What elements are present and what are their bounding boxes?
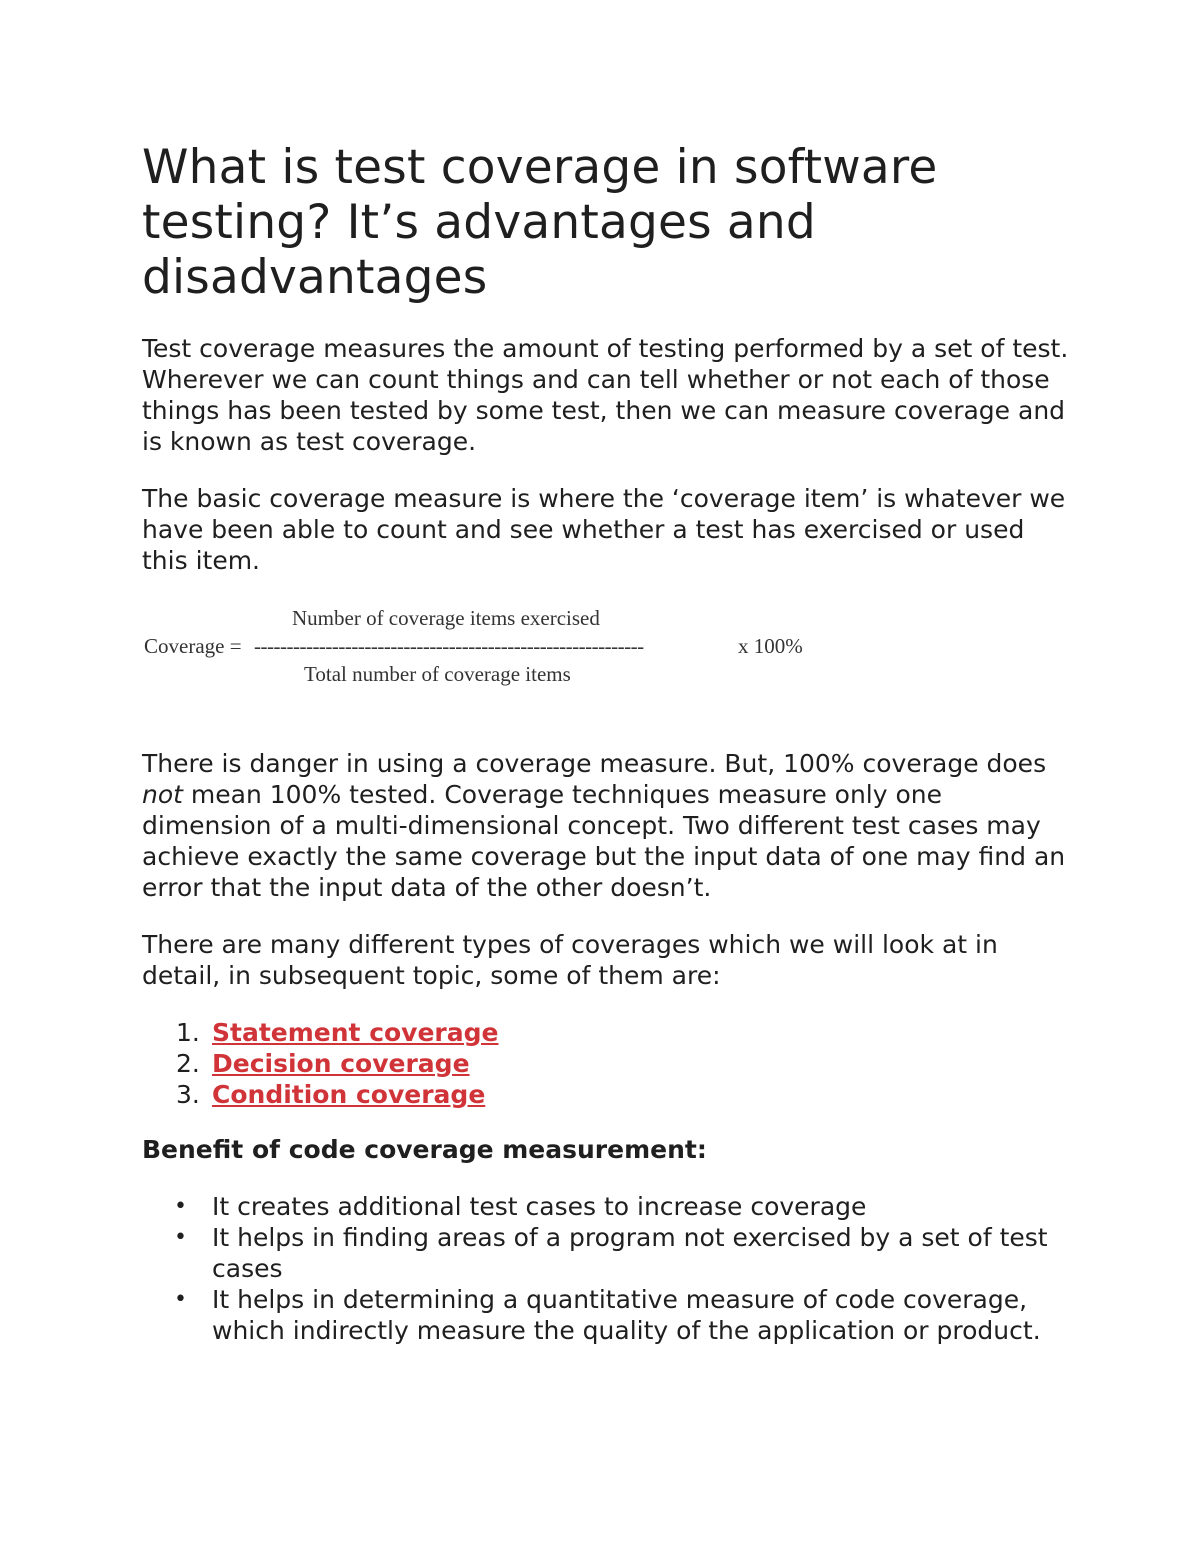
page-title: What is test coverage in software testing? It’s advantages and disadvantages — [142, 140, 938, 305]
bullet-icon: • — [174, 1194, 187, 1219]
list-number: 3. — [176, 1080, 200, 1109]
benefits-list — [142, 1191, 1072, 1346]
list-number: 1. — [176, 1018, 200, 1047]
danger-text-emphasis: not — [142, 780, 183, 809]
statement-coverage-link[interactable]: Statement coverage — [212, 1018, 499, 1047]
decision-coverage-link[interactable]: Decision coverage — [212, 1049, 470, 1078]
danger-paragraph — [142, 748, 1072, 903]
benefit-text: It creates additional test cases to increase coverage — [212, 1192, 867, 1221]
danger-text-after: mean 100% tested. Coverage techniques measure only one dimension of a multi-dimensional concept. Two different test cases may achieve exactly the same coverage but the input data of one may find an error that the input data of the other doesn’t. — [142, 780, 1066, 902]
document-page — [142, 140, 1072, 1346]
list-item — [142, 1048, 1072, 1079]
danger-text-before: There is danger in using a coverage measure. But, 100% coverage does — [142, 749, 1047, 778]
formula-fraction-line: ------------------------------------------------------------ — [254, 634, 644, 658]
formula-multiplier: x 100% — [738, 634, 803, 658]
formula-denominator: Total number of coverage items — [304, 662, 571, 686]
types-intro-paragraph: There are many different types of coverages which we will look at in detail, in subsequent topic, some of them are: — [142, 930, 998, 990]
coverage-formula — [142, 606, 1072, 724]
list-number: 2. — [176, 1049, 200, 1078]
list-item — [142, 1284, 1072, 1346]
list-item — [142, 1191, 1072, 1222]
formula-numerator: Number of coverage items exercised — [292, 606, 600, 630]
bullet-icon: • — [174, 1287, 187, 1312]
intro-paragraph: Test coverage measures the amount of testing performed by a set of test. Wherever we can count things and can tell whether or not each of those things has been tested by some test, then we can measure coverage and is known as test coverage. — [142, 334, 1069, 456]
bullet-icon: • — [174, 1225, 187, 1250]
coverage-item-paragraph: The basic coverage measure is where the ‘coverage item’ is whatever we have been able to count and see whether a test has exercised or used this item. — [142, 484, 1066, 575]
benefit-text: It helps in finding areas of a program not exercised by a set of test cases — [212, 1223, 1048, 1283]
benefits-heading: Benefit of code coverage measurement: — [142, 1135, 707, 1164]
list-item — [142, 1079, 1072, 1110]
condition-coverage-link[interactable]: Condition coverage — [212, 1080, 486, 1109]
list-item — [142, 1017, 1072, 1048]
benefit-text: It helps in determining a quantitative measure of code coverage, which indirectly measure the quality of the application or product. — [212, 1285, 1041, 1345]
coverage-types-list — [142, 1017, 1072, 1110]
formula-lhs: Coverage = — [144, 634, 242, 658]
list-item — [142, 1222, 1072, 1284]
